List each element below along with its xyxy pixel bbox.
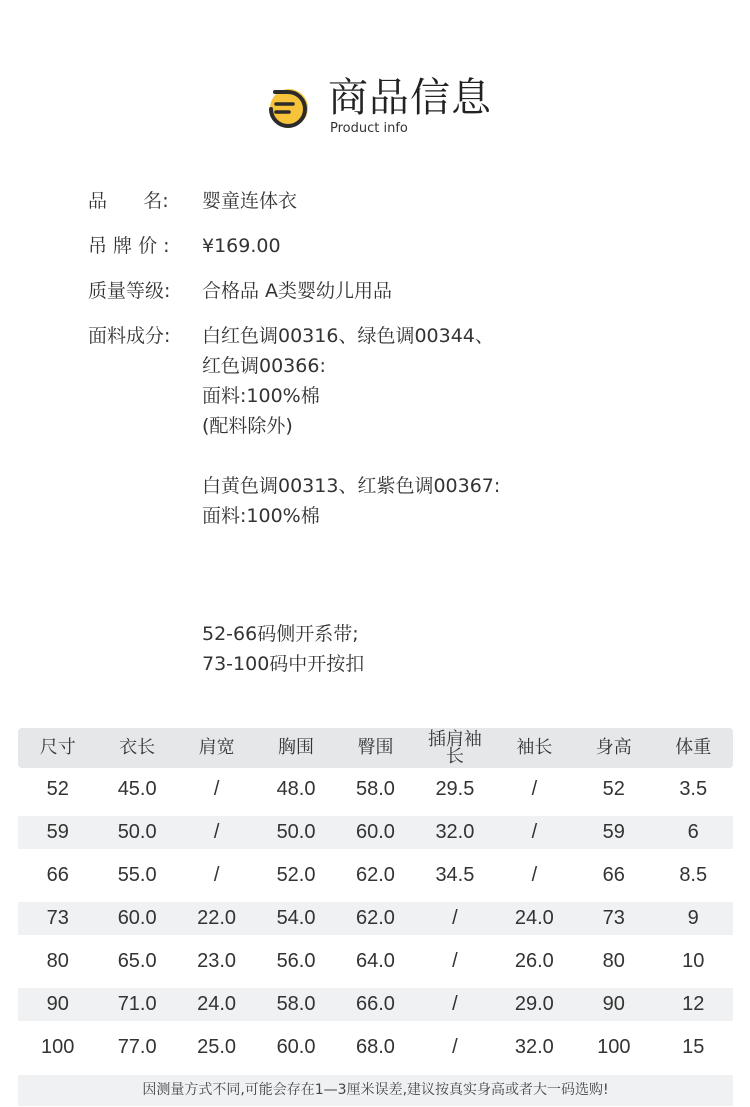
info-row-price <box>88 231 728 261</box>
table-cell: 15 <box>682 1036 705 1058</box>
table-cell: 52.0 <box>276 864 316 886</box>
table-cell: / <box>213 821 220 843</box>
closure-line: 52-66码侧开系带; <box>202 623 359 645</box>
header-cell: 身高 <box>595 737 632 758</box>
table-cell: 32.0 <box>514 1036 554 1058</box>
table-cell: 73 <box>602 907 625 929</box>
fabric-line: 白黄色调00313、红紫色调00367: <box>202 475 501 497</box>
table-cell: 60.0 <box>117 907 157 929</box>
name-label: 品 名: <box>88 190 169 212</box>
table-cell: / <box>531 821 538 843</box>
document-lines-icon <box>262 83 312 133</box>
header-cell: 袖长 <box>516 737 553 758</box>
header-cell <box>415 731 494 765</box>
closure-line: 73-100码中开按扣 <box>202 653 365 675</box>
table-cell: 80 <box>46 950 69 972</box>
fabric-line: (配料除外) <box>202 415 293 437</box>
table-cell: 58.0 <box>356 778 395 800</box>
header-cell: 衣长 <box>119 737 156 758</box>
size-table <box>18 728 733 1069</box>
measurement-note: 因测量方式不同,可能会存在1—3厘米误差,建议按真实身高或者大一码选购! <box>18 1075 733 1106</box>
table-cell: 55.0 <box>117 864 157 886</box>
table-cell: 71.0 <box>117 993 157 1015</box>
table-cell: 60.0 <box>276 1036 316 1058</box>
table-cell: / <box>452 993 458 1015</box>
info-row-fabric <box>88 321 728 531</box>
table-cell: 59 <box>46 821 69 843</box>
table-cell: 59 <box>602 821 625 843</box>
table-row <box>18 988 733 1021</box>
header-cell: 尺寸 <box>39 737 76 758</box>
table-cell: 23.0 <box>197 950 237 972</box>
header-cell: 体重 <box>675 737 712 758</box>
header-cell-text: 插肩袖长 <box>427 729 482 767</box>
table-cell: 26.0 <box>514 950 554 972</box>
table-cell: 24.0 <box>197 993 237 1015</box>
table-cell: 12 <box>682 993 705 1015</box>
table-header <box>18 728 733 768</box>
table-cell: 32.0 <box>435 821 475 843</box>
table-cell: 100 <box>41 1036 75 1058</box>
table-cell: 9 <box>687 907 699 929</box>
table-cell: 62.0 <box>356 864 395 886</box>
table-cell: / <box>531 864 538 886</box>
table-cell: 65.0 <box>117 950 157 972</box>
fabric-value <box>202 321 500 531</box>
table-cell: 64.0 <box>356 950 395 972</box>
table-cell: 22.0 <box>197 907 237 929</box>
table-cell: / <box>531 778 538 800</box>
table-cell: / <box>452 907 458 929</box>
table-cell: 80 <box>602 950 625 972</box>
table-cell: 58.0 <box>276 993 316 1015</box>
table-cell: 24.0 <box>514 907 554 929</box>
table-cell: 50.0 <box>276 821 316 843</box>
table-row <box>18 940 733 983</box>
table-cell: 100 <box>597 1036 631 1058</box>
table-cell: 50.0 <box>117 821 157 843</box>
table-cell: 60.0 <box>356 821 395 843</box>
table-cell: 73 <box>46 907 69 929</box>
table-row <box>18 902 733 935</box>
closure-note <box>202 619 364 679</box>
table-row <box>18 1026 733 1069</box>
table-cell: 90 <box>46 993 69 1015</box>
table-cell: 52 <box>46 778 69 800</box>
info-row-name <box>88 186 728 216</box>
table-cell: 29.0 <box>514 993 554 1015</box>
table-cell: 77.0 <box>117 1036 157 1058</box>
table-cell: 45.0 <box>117 778 157 800</box>
table-cell: 66.0 <box>356 993 395 1015</box>
price-label: 吊 牌 价 : <box>88 235 170 257</box>
table-row <box>18 816 733 849</box>
table-cell: / <box>213 778 220 800</box>
table-row <box>18 768 733 811</box>
table-cell: 90 <box>602 993 625 1015</box>
fabric-line: 白红色调00316、绿色调00344、 <box>202 325 494 347</box>
table-cell: 66 <box>602 864 625 886</box>
fabric-label: 面料成分: <box>88 325 171 347</box>
table-cell: 3.5 <box>679 778 708 800</box>
table-cell: 68.0 <box>356 1036 395 1058</box>
fabric-line: 红色调00366: <box>202 355 326 377</box>
page-subtitle: Product info <box>330 121 408 136</box>
grade-label: 质量等级: <box>88 280 171 302</box>
price-value: ¥169.00 <box>202 235 281 257</box>
name-value: 婴童连体衣 <box>202 190 298 212</box>
table-row <box>18 854 733 897</box>
product-info <box>88 186 728 531</box>
info-row-grade <box>88 276 728 306</box>
header <box>262 74 562 144</box>
header-cell: 臀围 <box>357 737 394 758</box>
table-cell: 52 <box>602 778 625 800</box>
table-cell: 8.5 <box>679 864 708 886</box>
header-cell: 肩宽 <box>198 737 235 758</box>
table-cell: / <box>452 1036 458 1058</box>
table-cell: 48.0 <box>276 778 316 800</box>
table-cell: 25.0 <box>197 1036 237 1058</box>
grade-value: 合格品 A类婴幼儿用品 <box>202 280 393 302</box>
table-cell: 54.0 <box>276 907 316 929</box>
table-cell: 56.0 <box>276 950 316 972</box>
table-cell: 10 <box>682 950 705 972</box>
table-cell: 29.5 <box>435 778 475 800</box>
table-cell: 66 <box>46 864 69 886</box>
table-cell: / <box>452 950 458 972</box>
fabric-line-blank <box>202 441 500 471</box>
table-cell: 62.0 <box>356 907 395 929</box>
page-title: 商品信息 <box>328 75 492 121</box>
table-cell: 34.5 <box>435 864 475 886</box>
fabric-line: 面料:100%棉 <box>202 505 320 527</box>
table-cell: 6 <box>687 821 699 843</box>
fabric-line: 面料:100%棉 <box>202 385 320 407</box>
header-cell: 胸围 <box>278 737 315 758</box>
table-cell: / <box>213 864 220 886</box>
table-body <box>18 768 733 1069</box>
